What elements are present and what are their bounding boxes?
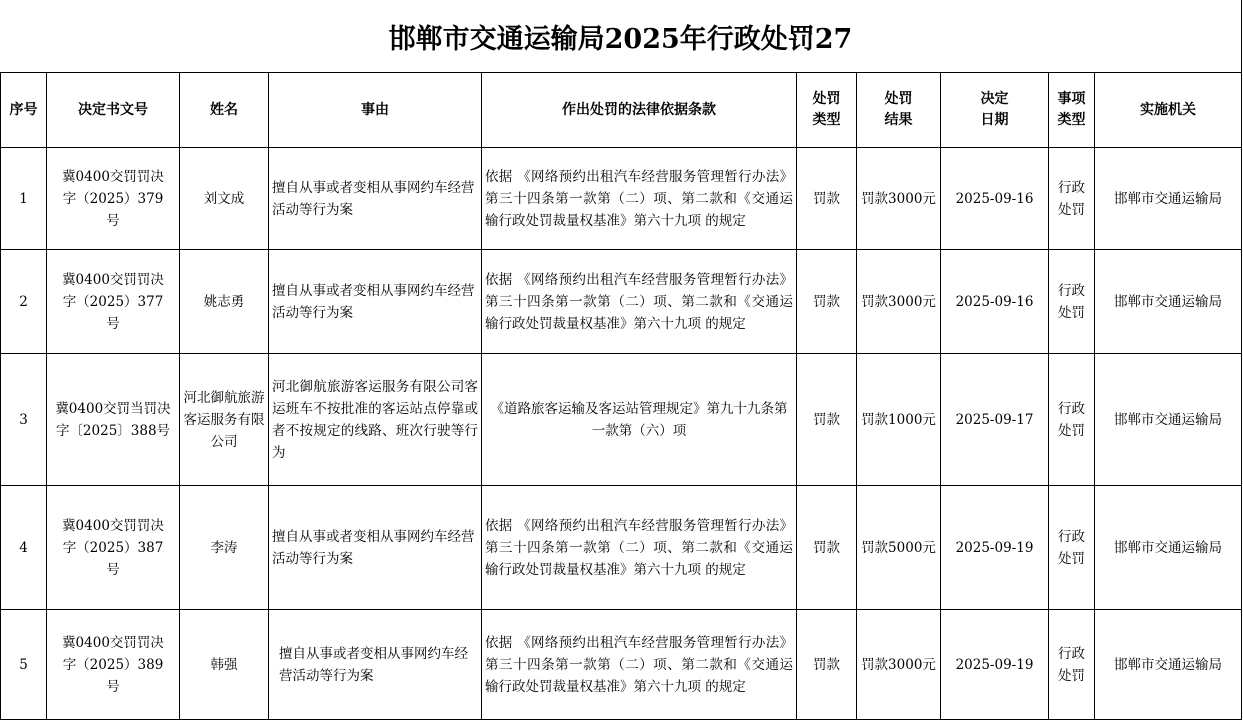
cell-reason: 擅自从事或者变相从事网约车经营活动等行为案	[269, 250, 482, 354]
cell-matter-type: 行政处罚	[1049, 610, 1095, 720]
cell-penalty-type: 罚款	[797, 148, 857, 250]
cell-seq: 1	[1, 148, 47, 250]
header-matter-type: 事项类型	[1049, 73, 1095, 148]
cell-agency: 邯郸市交通运输局	[1095, 354, 1242, 486]
cell-penalty-result: 罚款3000元	[857, 610, 941, 720]
cell-legal-basis: 依据 《网络预约出租汽车经营服务管理暂行办法》第三十四条第一款第（二）项、第二款和《交通运输行政处罚裁量权基准》第六十九项 的规定	[482, 250, 797, 354]
cell-matter-type: 行政处罚	[1049, 354, 1095, 486]
cell-seq: 5	[1, 610, 47, 720]
cell-matter-type: 行政处罚	[1049, 148, 1095, 250]
cell-penalty-result: 罚款1000元	[857, 354, 941, 486]
cell-seq: 4	[1, 486, 47, 610]
cell-reason: 擅自从事或者变相从事网约车经营活动等行为案	[269, 610, 482, 720]
header-reason: 事由	[269, 73, 482, 148]
cell-legal-basis: 依据 《网络预约出租汽车经营服务管理暂行办法》第三十四条第一款第（二）项、第二款和《交通运输行政处罚裁量权基准》第六十九项 的规定	[482, 610, 797, 720]
cell-name: 姚志勇	[180, 250, 269, 354]
cell-seq: 3	[1, 354, 47, 486]
cell-penalty-result: 罚款5000元	[857, 486, 941, 610]
cell-penalty-type: 罚款	[797, 250, 857, 354]
cell-penalty-result: 罚款3000元	[857, 250, 941, 354]
title-border	[1241, 0, 1242, 72]
cell-decision-date: 2025-09-16	[941, 250, 1049, 354]
cell-doc-no: 冀0400交罚罚决字（2025）379号	[47, 148, 180, 250]
header-agency: 实施机关	[1095, 73, 1242, 148]
table-row	[1, 354, 1242, 486]
header-seq: 序号	[1, 73, 47, 148]
table-row	[1, 148, 1242, 250]
table-row	[1, 250, 1242, 354]
cell-legal-basis: 依据 《网络预约出租汽车经营服务管理暂行办法》第三十四条第一款第（二）项、第二款和《交通运输行政处罚裁量权基准》第六十九项 的规定	[482, 486, 797, 610]
cell-name: 韩强	[180, 610, 269, 720]
cell-penalty-type: 罚款	[797, 610, 857, 720]
cell-name: 河北御航旅游客运服务有限公司	[180, 354, 269, 486]
header-doc-no: 决定书文号	[47, 73, 180, 148]
cell-penalty-type: 罚款	[797, 354, 857, 486]
cell-decision-date: 2025-09-17	[941, 354, 1049, 486]
cell-decision-date: 2025-09-16	[941, 148, 1049, 250]
cell-decision-date: 2025-09-19	[941, 486, 1049, 610]
cell-doc-no: 冀0400交罚罚决字（2025）387号	[47, 486, 180, 610]
cell-reason: 擅自从事或者变相从事网约车经营活动等行为案	[269, 486, 482, 610]
cell-name: 李涛	[180, 486, 269, 610]
cell-agency: 邯郸市交通运输局	[1095, 250, 1242, 354]
table-row	[1, 486, 1242, 610]
cell-agency: 邯郸市交通运输局	[1095, 148, 1242, 250]
cell-reason: 擅自从事或者变相从事网约车经营活动等行为案	[269, 148, 482, 250]
header-penalty-result: 处罚结果	[857, 73, 941, 148]
penalty-table	[0, 72, 1242, 720]
header-decision-date: 决定日期	[941, 73, 1049, 148]
cell-seq: 2	[1, 250, 47, 354]
cell-name: 刘文成	[180, 148, 269, 250]
header-penalty-type: 处罚类型	[797, 73, 857, 148]
cell-agency: 邯郸市交通运输局	[1095, 486, 1242, 610]
cell-penalty-type: 罚款	[797, 486, 857, 610]
header-name: 姓名	[180, 73, 269, 148]
table-header-row	[1, 73, 1242, 148]
header-legal-basis: 作出处罚的法律依据条款	[482, 73, 797, 148]
cell-legal-basis: 《道路旅客运输及客运站管理规定》第九十九条第一款第（六）项	[482, 354, 797, 486]
cell-doc-no: 冀0400交罚罚决字（2025）377号	[47, 250, 180, 354]
cell-reason: 河北御航旅游客运服务有限公司客运班车不按批准的客运站点停靠或者不按规定的线路、班次行驶等行为	[269, 354, 482, 486]
page-title: 邯郸市交通运输局2025年行政处罚27	[388, 23, 853, 55]
cell-agency: 邯郸市交通运输局	[1095, 610, 1242, 720]
cell-decision-date: 2025-09-19	[941, 610, 1049, 720]
cell-penalty-result: 罚款3000元	[857, 148, 941, 250]
cell-legal-basis: 依据 《网络预约出租汽车经营服务管理暂行办法》第三十四条第一款第（二）项、第二款和《交通运输行政处罚裁量权基准》第六十九项 的规定	[482, 148, 797, 250]
cell-doc-no: 冀0400交罚当罚决字〔2025〕388号	[47, 354, 180, 486]
table-row	[1, 610, 1242, 720]
cell-matter-type: 行政处罚	[1049, 486, 1095, 610]
cell-matter-type: 行政处罚	[1049, 250, 1095, 354]
cell-doc-no: 冀0400交罚罚决字（2025）389号	[47, 610, 180, 720]
